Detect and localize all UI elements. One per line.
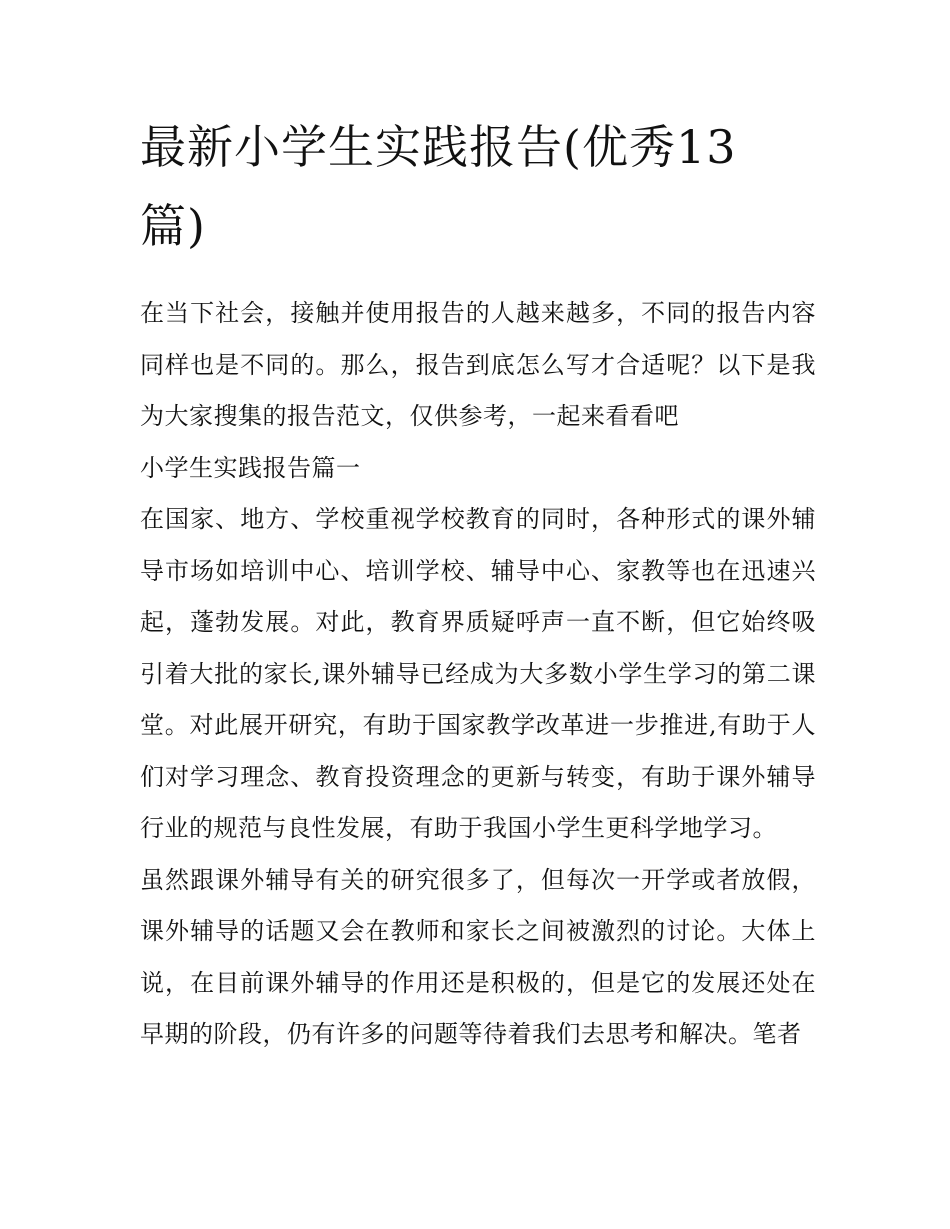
section-heading: 小学生实践报告篇一 (140, 453, 361, 482)
intro-paragraph: 在当下社会，接触并使用报告的人越来越多，不同的报告内容同样也是不同的。那么，报告到底怎么写才合适呢？以下是我为大家搜集的报告范文，仅供参考，一起来看看吧 (140, 299, 816, 430)
document-title: 最新小学生实践报告(优秀13篇) (140, 120, 737, 253)
body-paragraph: 虽然跟课外辅导有关的研究很多了，但每次一开学或者放假，课外辅导的话题又会在教师和家长之间被激烈的讨论。大体上说，在目前课外辅导的作用还是积极的，但是它的发展还处在早期的阶段，仍有许多的问题等待着我们去思考和解决。笔者 (140, 865, 816, 1048)
document-body (140, 108, 816, 1061)
body-paragraph: 在国家、地方、学校重视学校教育的同时，各种形式的课外辅导市场如培训中心、培训学校、辅导中心、家教等也在迅速兴起，蓬勃发展。对此，教育界质疑呼声一直不断，但它始终吸引着大批的家长,课外辅导已经成为大多数小学生学习的第二课堂。对此展开研究，有助于国家教学改革进一步推进,有助于人们对学习理念、教育投资理念的更新与转变，有助于课外辅导行业的规范与良性发展，有助于我国小学生更科学地学习。 (140, 505, 816, 842)
